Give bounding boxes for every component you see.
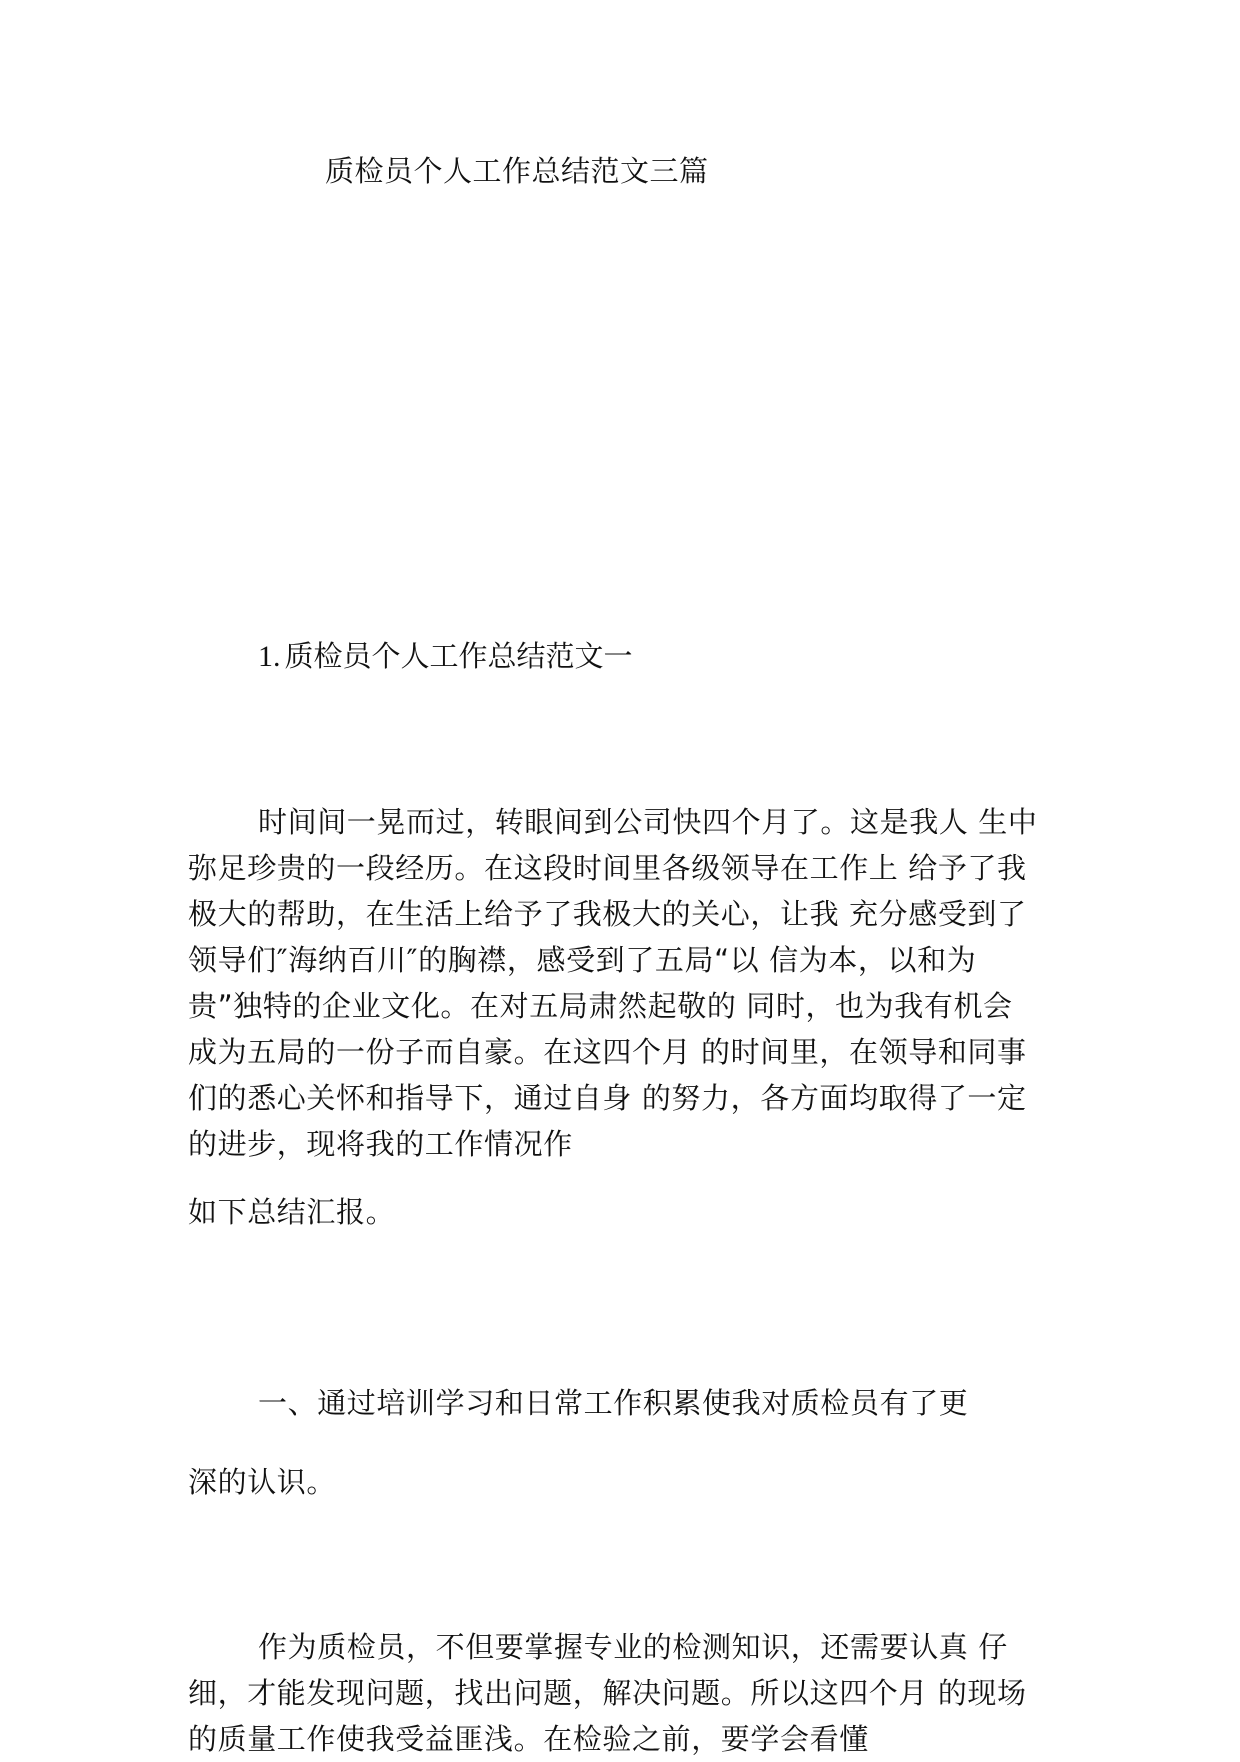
paragraph-line: 时间间一晃而过，转眼间到公司快四个月了。这是我人 生中 <box>258 805 1038 839</box>
paragraph-line: 如下总结汇报。 <box>188 1195 396 1229</box>
paragraph-line: 细，才能发现问题，找出问题，解决问题。所以这四个月 的现场 <box>188 1676 1027 1710</box>
paragraph-line: 极大的帮助，在生活上给予了我极大的关心，让我 充分感受到了 <box>188 897 1027 931</box>
paragraph-1-tail <box>188 1189 1058 1235</box>
heading-text: 质检员个人工作总结范文一 <box>284 639 633 673</box>
paragraph-line: 的进步，现将我的工作情况作 <box>188 1127 573 1161</box>
paragraph-line: 的质量工作使我受益匪浅。在检验之前，要学会看懂 <box>188 1722 869 1756</box>
paragraph-line: 成为五局的一份子而自豪。在这四个月 的时间里，在领导和同事 <box>188 1035 1027 1069</box>
document-title: 质检员个人工作总结范文三篇 <box>325 154 709 188</box>
paragraph-line: 领导们″海纳百川″的胸襟，感受到了五局“以 信为本，以和为 <box>188 943 977 977</box>
section-1-heading <box>188 1380 1058 1426</box>
paragraph-line: 作为质检员，不但要掌握专业的检测知识，还需要认真 仔 <box>258 1630 1008 1664</box>
section-1-heading-cont <box>188 1459 1058 1505</box>
section-heading-1 <box>258 636 633 677</box>
section-heading-line: 深的认识。 <box>188 1465 337 1499</box>
section-heading-line: 一、通过培训学习和日常工作积累使我对质检员有了更 <box>258 1386 969 1420</box>
paragraph-line: 们的悉心关怀和指导下，通过自身 的努力，各方面均取得了一定 <box>188 1081 1027 1115</box>
paragraph-line: 弥足珍贵的一段经历。在这段时间里各级领导在工作上 给予了我 <box>188 851 1027 885</box>
heading-number: 1. <box>258 640 281 673</box>
paragraph-2 <box>188 1624 1058 1762</box>
paragraph-1 <box>188 799 1058 1167</box>
paragraph-line: 贵”独特的企业文化。在对五局肃然起敬的 同时，也为我有机会 <box>188 989 1013 1023</box>
